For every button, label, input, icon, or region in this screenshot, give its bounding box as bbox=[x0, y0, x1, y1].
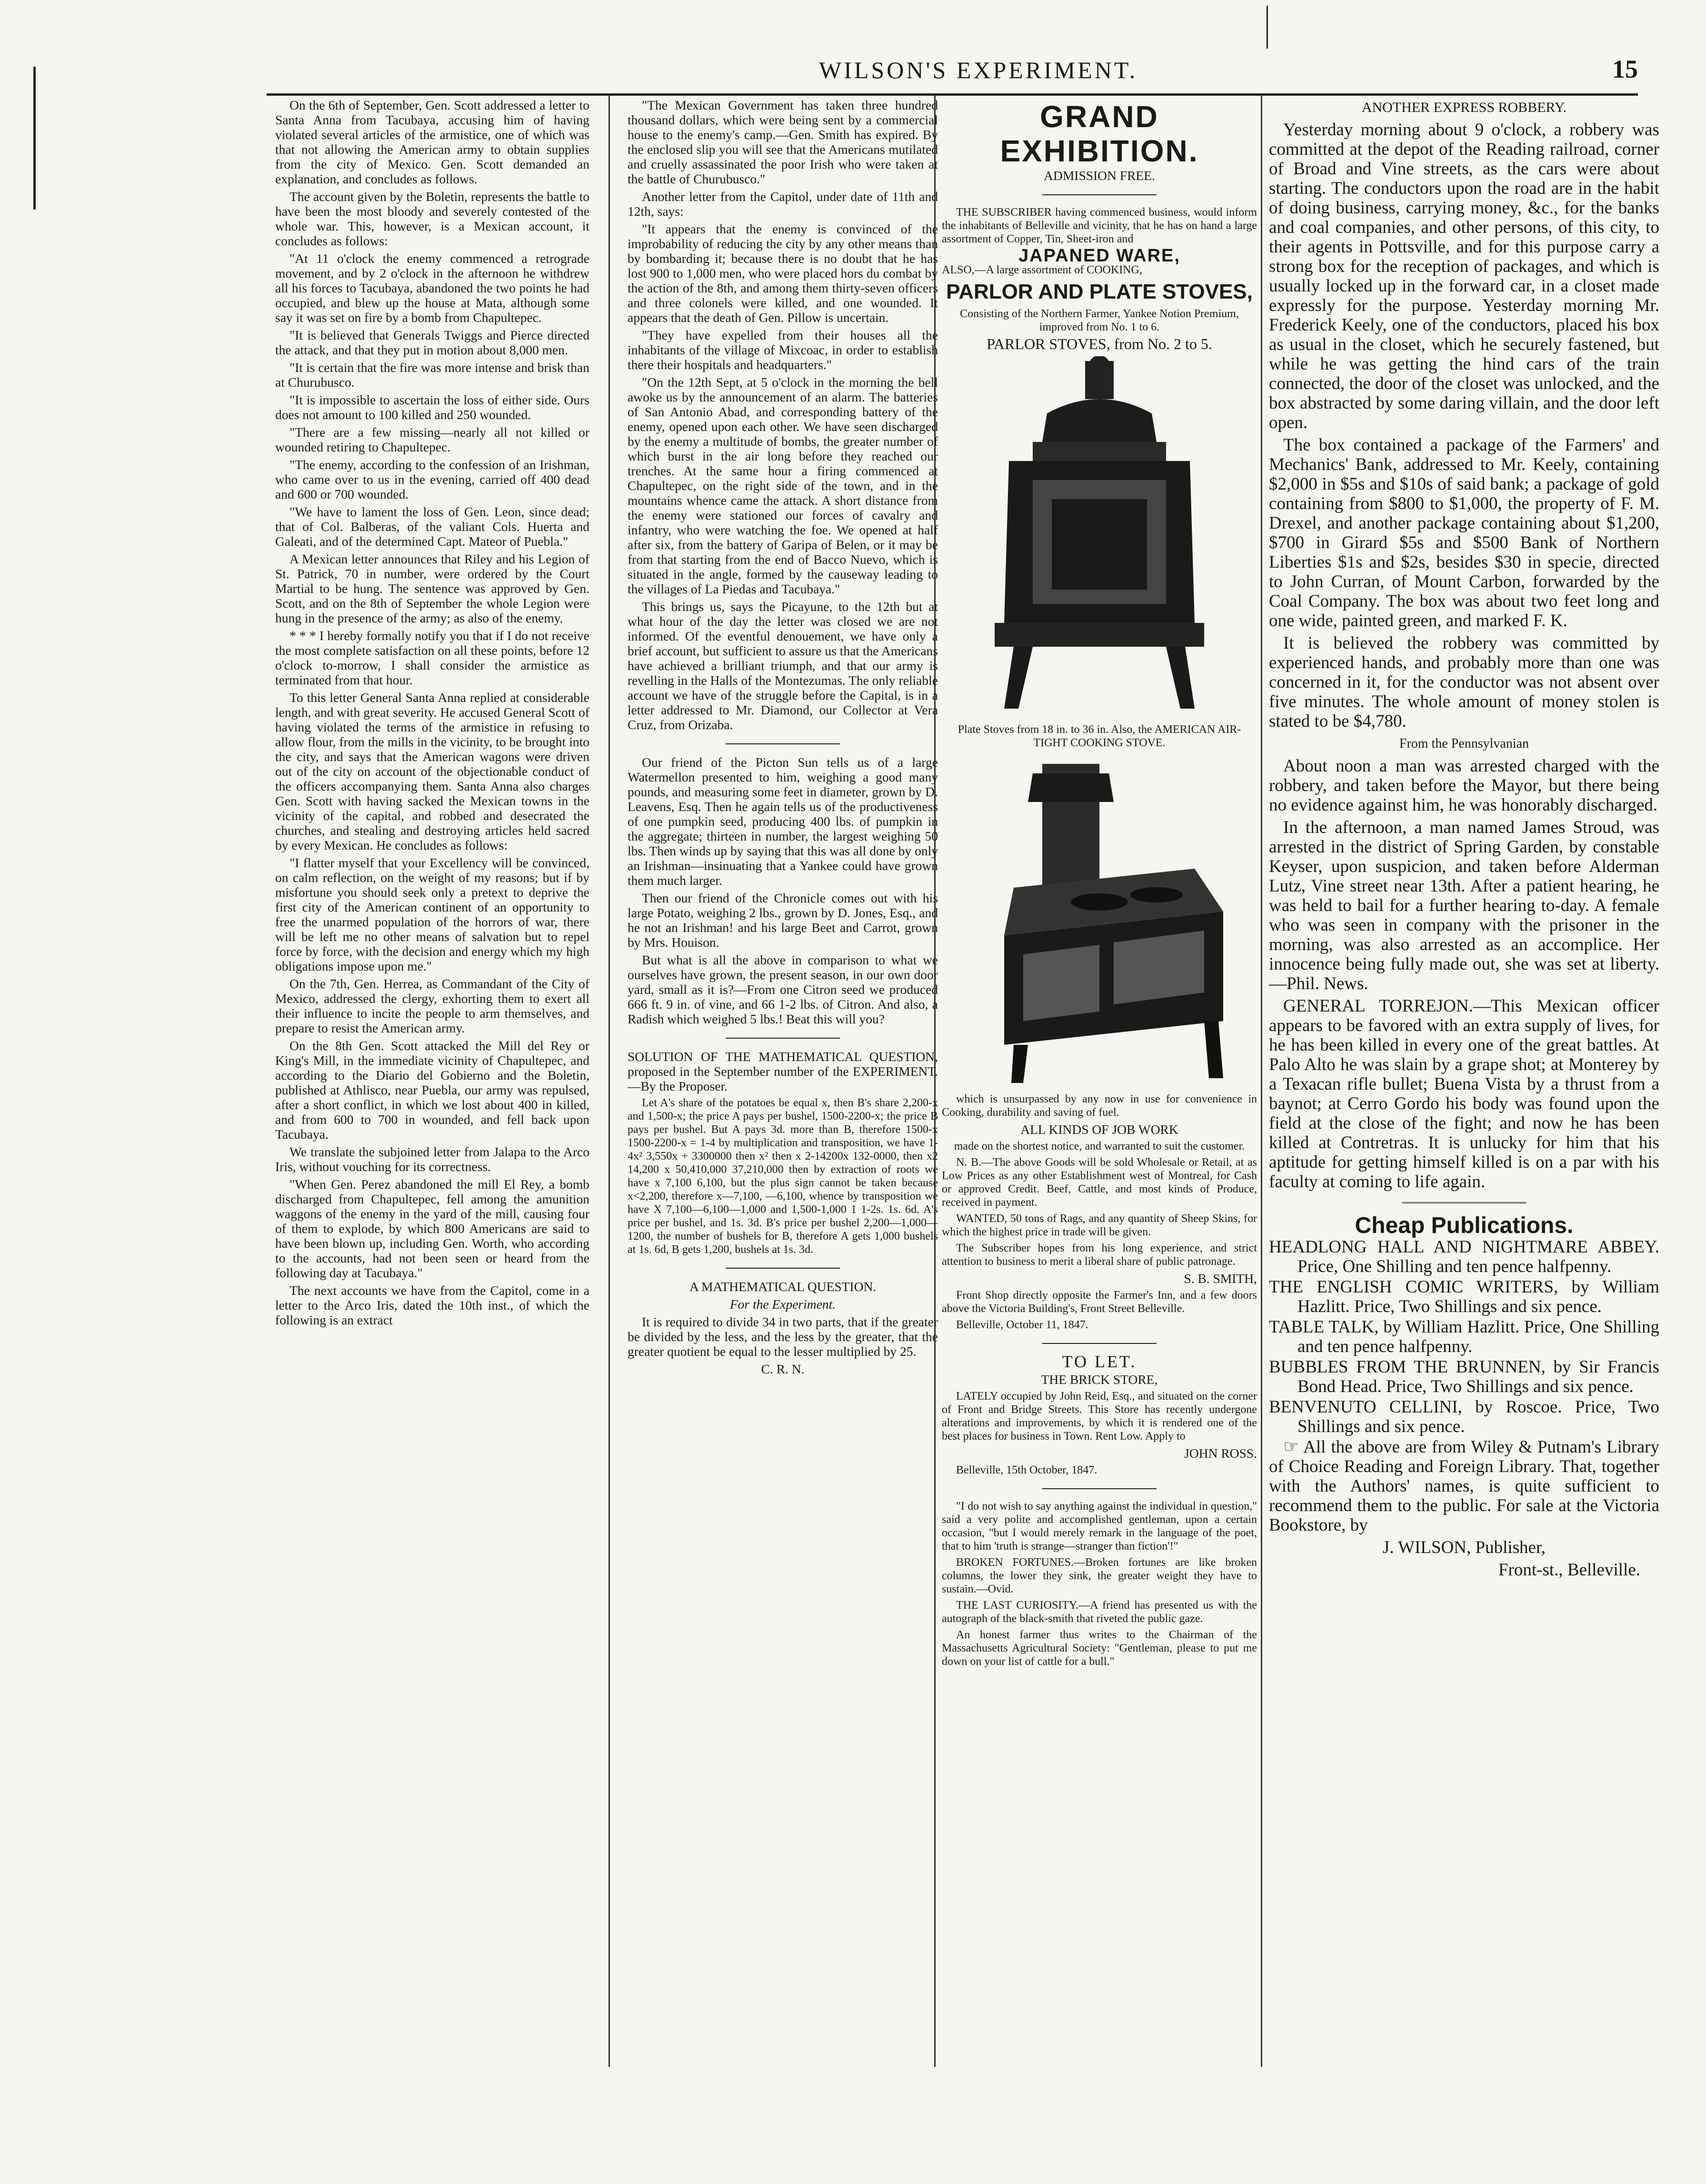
column-rule bbox=[1261, 95, 1262, 2067]
section-divider bbox=[726, 743, 840, 744]
question-signature: C. R. N. bbox=[761, 1362, 805, 1376]
paragraph: But what is all the above in comparison to what we ourselves have grown, the present season, in our own door yard, small as it is?—From one Citron seed we produced 666 ft. 9 in. of vine, and 66 1-2 lbs. of Citron. And also, a Radish which weighed 5 lbs.! Beat this will you? bbox=[628, 952, 938, 1026]
paragraph: "On the 12th Sept, at 5 o'clock in the morning the bell awoke us by the announcement of an alarm. The batteries of San Antonio Abad, and corresponding battery of the enemy, opened upon each other. We have seen discharged by the enemy a multitude of bombs, the greater number of which burst in the air long before they reached our trenches. At the same hour a firing commenced at Chapultepec, on the right side of the town, and in the mountains whence came the attack. A short distance from the enemy were stationed our forces of cavalry and infantry, who were watching the foe. We opened at half after six, from the battery of Garipa of Belen, or it may be from that starting from the end of Bacco Nuevo, which is situated in the angle, formed by the causeway leading to the villages of La Piedas and Tacubaya." bbox=[628, 375, 938, 596]
paragraph: This brings us, says the Picayune, to the 12th but at what hour of the day the letter was closed we are not informed. Of the eventful denouement, we have only a brief account, but sufficient to assure us that the Americans have achieved a brilliant triumph, and that our army is revelling in the Halls of the Montezumas. The only reliable account we have of the struggle before the Capital, is in a letter addressed to Mr. Diamond, our Collector at Vera Cruz, from Orizaba. bbox=[628, 599, 938, 732]
paragraph: "When Gen. Perez abandoned the mill El Rey, a bomb discharged from Chapultepec, fell among the amunition waggons of the enemy in the yard of the mill, causing four of them to explode, by which 800 Americans are said to have been blown up, including Gen. Worth, who according to the accounts, had not been seen or heard from the following day at Tacubaya." bbox=[275, 1177, 589, 1280]
paragraph: "It appears that the enemy is convinced of the improbability of reducing the city by any other means than by bombarding it; because there is no doubt that he has lost 900 to 1,000 men, who were placed hors du combat by the action of the 8th, and among them thirty-seven officers and three colonels were killed, and one wounded. It appears that the death of Gen. Pillow is uncertain. bbox=[628, 221, 938, 325]
paragraph: "I flatter myself that your Excellency will be convinced, on calm reflection, on the weight of my reasons; but if by misfortune you should seek only a pretext to deprive the first city of the American continent of an opportunity to free the unarmed population of the horrors of war, there will be left me no other means of salvation but to repel force by force, with the decision and energy which my high obligations impose upon me." bbox=[275, 855, 589, 973]
to-let-heading: TO LET. bbox=[1062, 1352, 1137, 1371]
ad-headline: GRAND EXHIBITION. bbox=[1000, 100, 1199, 168]
page-header bbox=[267, 56, 1638, 96]
source-credit: From the Pennsylvanian bbox=[1399, 736, 1529, 751]
paragraph: "It is believed that Generals Twiggs and Pierce directed the attack, and that they put in motion about 8,000 men. bbox=[275, 328, 589, 357]
paragraph: "It is certain that the fire was more intense and brisk than at Churubusco. bbox=[275, 360, 589, 390]
paragraph: Yesterday morning about 9 o'clock, a robbery was committed at the depot of the Reading railroad, corner of Broad and Vine streets, as the cars were about starting. The conductors upon the road are in the habit of doing business, carrying money, &c., for the banks and coal companies, and other persons, of this city, to their agents in Pottsville, and for this purpose carry a strong box for the reception of packages, and which is usually locked up in the forward car, in a closet made expressly for the purpose. Yesterday morning Mr. Frederick Keely, one of the conductors, placed his box as usual in the closet, which he securely fastened, but while he was getting the hind cars of the train connected, the door of the closet was unlocked, and the box abstracted by some daring villain, and the door left open. bbox=[1269, 120, 1659, 432]
paragraph: "There are a few missing—nearly all not killed or wounded retiring to Chapultepec. bbox=[275, 425, 589, 454]
ad-parlor-stoves: PARLOR STOVES, from No. 2 to 5. bbox=[987, 335, 1212, 352]
book-listing: TABLE TALK, by William Hazlitt. Price, One Shilling and ten pence halfpenny. bbox=[1269, 1317, 1659, 1356]
paragraph: "We have to lament the loss of Gen. Leon, since dead; that of Col. Balberas, of the valiant Cols. Huerta and Galeati, and of the determined Capt. Mateor of Puebla." bbox=[275, 504, 589, 549]
ad-job-made: made on the shortest notice, and warranted to suit the customer. bbox=[954, 1140, 1245, 1152]
ad-intro: THE SUBSCRIBER having commenced business, would inform the inhabitants of Belleville and vicinity, that he has on hand a large assortment of Copper, Tin, Sheet-iron and bbox=[942, 206, 1257, 245]
paragraph: Another letter from the Capitol, under date of 11th and 12th, says: bbox=[628, 189, 938, 219]
paragraph: We translate the subjoined letter from Jalapa to the Arco Iris, without vouching for its correctness. bbox=[275, 1144, 589, 1174]
book-listing: BENVENUTO CELLINI, by Roscoe. Price, Two Shillings and six pence. bbox=[1269, 1397, 1659, 1436]
ad-consisting: Consisting of the Northern Farmer, Yankee Notion Premium, improved from No. 1 to 6. bbox=[960, 308, 1239, 333]
solution-heading: SOLUTION OF THE MATHEMATICAL QUESTION, proposed in the September number of the EXPERIMENT.—By the Proposer. bbox=[628, 1049, 938, 1093]
paragraph: "The Mexican Government has taken three hundred thousand dollars, which were being sent by a commercial house to the enemy's camp.—Gen. Smith has expired. By the enclosed slip you will see that the Americans mutilated and cruelly assassinated the poor Irish who were taken at the battle of Churubusco." bbox=[628, 98, 938, 186]
ad-shop: Front Shop directly opposite the Farmer's Inn, and a few doors above the Victoria Building's, Front Street Belleville. bbox=[942, 1289, 1257, 1315]
closing-text: ☞ All the above are from Wiley & Putnam's Library of Choice Reading and Foreign Library. That, together with the Authors' names, is quite sufficient to recommend them to the public. For sale at the Victoria Bookstore, by bbox=[1269, 1437, 1659, 1535]
ad-nb: N. B.—The above Goods will be sold Wholesale or Retail, at as Low Prices as any other Establishment west of Montreal, for Cash or approved Credit. Beef, Cattle, and most kinds of Produce, received in payment. bbox=[942, 1156, 1257, 1209]
book-listing: THE ENGLISH COMIC WRITERS, by William Hazlitt. Price, Two Shillings and six pence. bbox=[1269, 1277, 1659, 1316]
section-divider bbox=[1042, 194, 1157, 195]
question-subheading: For the Experiment. bbox=[729, 1297, 836, 1312]
to-let-signature: JOHN ROSS. bbox=[1184, 1446, 1257, 1461]
paragraph: It is believed the robbery was committed by experienced hands, and probably more than one was concerned in it, for the conductor was not absent over five minutes. The whole amount of money stolen is stated to be $4,780. bbox=[1269, 633, 1659, 731]
paragraph: Then our friend of the Chronicle comes out with his large Potato, weighing 2 lbs., grown by D. Jones, Esq., and he not an Irishman! and his large Beet and Carrot, grown by Mrs. Houison. bbox=[628, 891, 938, 950]
margin-mark bbox=[1267, 6, 1268, 49]
paragraph: "They have expelled from their houses all the inhabitants of the village of Mixcoac, in order to establish there their hospitals and headquarters." bbox=[628, 328, 938, 372]
book-listing: BUBBLES FROM THE BRUNNEN, by Sir Francis Bond Head. Price, Two Shillings and six pence. bbox=[1269, 1357, 1659, 1396]
page-number: 15 bbox=[1612, 55, 1638, 83]
parlor-stove-illustration bbox=[957, 356, 1242, 718]
question-heading: A MATHEMATICAL QUESTION. bbox=[689, 1279, 877, 1294]
ad-signature: S. B. SMITH, bbox=[1184, 1271, 1257, 1286]
solution-text: Let A's share of the potatoes be equal x, then B's share 2,200-x and 1,500-x; the price A pays per bushel, 1500-2200-x; the price B pays per bushel. But A pays 3d. more than B, therefore 1500-x 1500-2200-x = 1-4 by multiplication and transposition, we have 1-4x² 3,550x + 3300000 then x² then x 2-14200x 132-0000, then x2 14,200 x 50,410,000 37,210,000 then by extraction of roots we have x 7,100 6,100, but the plus sign cannot be taken because x<2,200, therefore x—7,100, —6,100, whence by transposition we have X 7,100—6,100—1,000 and 1,500-1,000 1 1-2s. 1s. 6d. A's price per bushel, and 1s. 3d. B's price per bushel 2,200—1,000—1200, the number of bushels for B, therefore A gets 1,000 bushels at 1s. 6d, B gets 1,200, bushels at 1s. 3d. bbox=[628, 1097, 938, 1256]
paragraph: Our friend of the Picton Sun tells us of a large Watermellon presented to him, weighing a good many pounds, and measuring some feet in diameter, grown by D. Leavens, Esq. Then he again tells us of the productiveness of one pumpkin seed, producing 400 lbs. of pumpkin in the aggregate; thirteen in number, the largest weighing 50 lbs. Then winds up by saying that this was all done by only an Irishman—insinuating that a Yankee could have grown them much larger. bbox=[628, 755, 938, 888]
column-4 bbox=[1269, 98, 1659, 2074]
paragraph: The next accounts we have from the Capitol, come in a letter to the Arco Iris, dated the 10th inst., of which the following is an extract bbox=[275, 1283, 589, 1327]
ad-date: Belleville, October 11, 1847. bbox=[956, 1319, 1088, 1331]
paragraph: On the 8th Gen. Scott attacked the Mill del Rey or King's Mill, in the immediate vicinity of Chapultepec, and according to the Diario del Gobierno and the Boletin, published at Athlisco, near Puebla, our army was repulsed, after a short conflict, in which we lost about 400 in killed, and from 600 to 700 in wounded, and fell back upon Tacubaya. bbox=[275, 1038, 589, 1142]
anecdote-quote: "I do not wish to say anything against the individual in question," said a very polite and accomplished gentleman, upon a certain occasion, "but I would merely remark in the language of the poet, that to him 'truth is strange—stranger than fiction'!" bbox=[942, 1500, 1257, 1553]
to-let-subheading: THE BRICK STORE, bbox=[1041, 1372, 1158, 1387]
cooking-stove-illustration bbox=[957, 754, 1242, 1088]
ad-job-work: ALL KINDS OF JOB WORK bbox=[1020, 1122, 1178, 1137]
margin-mark bbox=[33, 67, 36, 210]
section-divider bbox=[726, 1038, 840, 1039]
paragraph: In the afternoon, a man named James Stroud, was arrested in the district of Spring Garden, by constable Keyser, upon suspicion, and taken before Alderman Lutz, Vine street near 13th. After a patient hearing, he was held to bail for a further hearing to-day. A female who was seen in company with the prisoner in the morning, was also arrested as an accomplice. Her innocence being fully made out, she was set at liberty.—Phil. News. bbox=[1269, 818, 1659, 993]
section-divider bbox=[1042, 1488, 1157, 1489]
to-let-text: LATELY occupied by John Reid, Esq., and situated on the corner of Front and Bridge Streets. This Store has recently undergone alterations and improvements, by which it is rendered one of the best places for business in Town. Rent Low. Apply to bbox=[942, 1390, 1257, 1443]
section-divider bbox=[726, 1268, 840, 1269]
column-rule bbox=[609, 95, 610, 2067]
paragraph: On the 6th of September, Gen. Scott addressed a letter to Santa Anna from Tacubaya, accusing him of having violated several articles of the armistice, one of which was that not allowing the American army to obtain supplies from the city of Mexico. Gen. Scott demanded an explanation, and concludes as follows. bbox=[275, 98, 589, 186]
publisher-name: J. WILSON, Publisher, bbox=[1382, 1538, 1546, 1557]
paragraph: The box contained a package of the Farmers' and Mechanics' Bank, addressed to Mr. Keely, containing $2,000 in $5s and $10s of said bank; a package of gold containing from $800 to $1,000, the property of F. M. Drexel, and another package containing about $1,200, $700 in Girard $5s and $500 Bank of Northern Liberties $1s and $2s, besides $30 in specie, directed to John Curran, of Mount Carbon, forwarded by the Coal Company. The box was about two feet long and one wide, painted green, and marked F. K. bbox=[1269, 435, 1659, 631]
column-3-advertisement bbox=[942, 98, 1257, 2074]
ad-also: ALSO,—A large assortment of COOKING, bbox=[942, 264, 1142, 276]
paragraph: On the 7th, Gen. Herrea, as Commandant of the City of Mexico, addressed the clergy, exhorting them to exert all their influence to incite the people to arm themselves, and prepare to resist the American army. bbox=[275, 976, 589, 1035]
paragraph: The account given by the Boletin, represents the battle to have been the most bloody and severely contested of the whole war. This, however, is a Mexican account, it concludes as follows: bbox=[275, 189, 589, 248]
page-title: WILSON'S EXPERIMENT. bbox=[819, 57, 1138, 83]
paragraph: A Mexican letter announces that Riley and his Legion of St. Patrick, 70 in number, were ordered by the Court Martial to be hung. The sentence was approved by Gen. Scott, and on the 8th of September the whole Legion were hung in the presence of the army; as also of the enemy. bbox=[275, 551, 589, 625]
anecdote-broken: BROKEN FORTUNES.—Broken fortunes are like broken columns, the lower they sink, the greater weight they have to sustain.—Ovid. bbox=[942, 1556, 1257, 1595]
robbery-heading: ANOTHER EXPRESS ROBBERY. bbox=[1361, 100, 1567, 115]
paragraph: GENERAL TORREJON.—This Mexican officer appears to be favored with an extra supply of lives, for he has been killed in every one of the great battles. At Palo Alto he was slain by a grape shot; at Monterey by a Texacan rifle bullet; Buena Vista by a thrust from a baynot; at Cerro Gordo his body was found upon the field at the close of the fight; and now he has been killed at Contretras. It is unlucky for him that his aptitude for getting himself killed is on a par with his faculty at coming to life again. bbox=[1269, 996, 1659, 1192]
ad-wanted: WANTED, 50 tons of Rags, and any quantity of Sheep Skins, for which the highest price in trade will be given. bbox=[942, 1212, 1257, 1238]
column-2 bbox=[628, 98, 938, 2074]
to-let-date: Belleville, 15th October, 1847. bbox=[956, 1464, 1097, 1476]
section-divider bbox=[1042, 1343, 1157, 1344]
book-listing: HEADLONG HALL AND NIGHTMARE ABBEY. Price, One Shilling and ten pence halfpenny. bbox=[1269, 1237, 1659, 1276]
publisher-address: Front-st., Belleville. bbox=[1498, 1560, 1640, 1580]
ad-japanned: JAPANED WARE, bbox=[1018, 246, 1180, 266]
paragraph: "At 11 o'clock the enemy commenced a retrograde movement, and by 2 o'clock in the afternoon he withdrew all his forces to Tacubaya, abandoned the two points he had occupied, and blew up the house at Mata, although some say it was set on fire by a bomb from Chapultepec. bbox=[275, 251, 589, 325]
anecdote-curiosity: THE LAST CURIOSITY.—A friend has presented us with the autograph of the black-smith that riveted the public gaze. bbox=[942, 1599, 1257, 1625]
ad-hopes: The Subscriber hopes from his long experience, and strict attention to business to merit a liberal share of public patronage. bbox=[942, 1242, 1257, 1268]
paragraph: To this letter General Santa Anna replied at considerable length, and with great severity. He accused General Scott of having violated the terms of the armistice in refusing to allow flour, from the mills in the vicinity, to be brought into the city, and says that the American wagons were driven out of the city on account of the objectionable conduct of the officers accompanying them. Santa Anna also charges Gen. Scott with having sacked the Mexican towns in the vicinity of the capital, and robbed and desecrated the churches, and stealing and destroying articles held sacred by every Mexican. He concludes as follows: bbox=[275, 690, 589, 852]
anecdote-farmer: An honest farmer thus writes to the Chairman of the Massachusetts Agricultural Society: "Gentleman, please to put me down on your list of cattle for a bull." bbox=[942, 1629, 1257, 1668]
paragraph: "The enemy, according to the confession of an Irishman, who came over to us in the evening, carried off 400 dead and 600 or 700 wounded. bbox=[275, 457, 589, 501]
ad-parlor-heading: PARLOR AND PLATE STOVES, bbox=[946, 280, 1253, 303]
ad-plate-stoves: Plate Stoves from 18 in. to 36 in. Also, the AMERICAN AIR-TIGHT COOKING STOVE. bbox=[958, 723, 1241, 749]
section-divider bbox=[1402, 1202, 1526, 1205]
ad-unsurpassed: which is unsurpassed by any now in use for convenience in Cooking, durability and saving of fuel. bbox=[942, 1093, 1257, 1119]
paragraph: * * * I hereby formally notify you that if I do not receive the most complete satisfaction on all these points, before 12 o'clock to-morrow, I shall consider the armistice as terminated from that hour. bbox=[275, 628, 589, 687]
ad-admission: ADMISSION FREE. bbox=[1044, 168, 1155, 183]
paragraph: "It is impossible to ascertain the loss of either side. Ours does not amount to 100 killed and 250 wounded. bbox=[275, 392, 589, 422]
paragraph: About noon a man was arrested charged with the robbery, and taken before the Mayor, but there being no evidence against him, he was honorably discharged. bbox=[1269, 756, 1659, 815]
question-text: It is required to divide 34 in two parts, that if the greater be divided by the less, and the less by the greater, that the greater quotient be equal to the lesser multiplied by 25. bbox=[628, 1314, 938, 1359]
cheap-publications-heading: Cheap Publications. bbox=[1355, 1213, 1574, 1238]
column-1 bbox=[275, 98, 589, 2074]
